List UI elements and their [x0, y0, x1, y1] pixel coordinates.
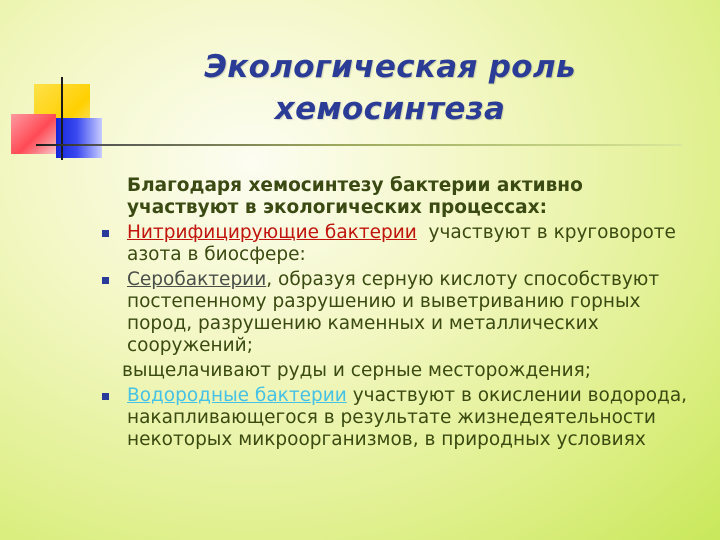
square-bullet-icon — [102, 393, 109, 400]
leaching-line: выщелачивают руды и серные месторождения; — [122, 360, 592, 381]
square-bullet-icon — [102, 277, 109, 284]
nitrifying-bacteria-text: участвуют в круговороте азота в биосфере: — [127, 222, 682, 265]
slide-title-line-1: Экологическая роль — [204, 49, 576, 85]
decorative-vertical-line — [61, 77, 63, 160]
hydrogen-bacteria-term: Водородные бактерии — [127, 385, 347, 406]
title-divider-line — [36, 144, 682, 146]
square-bullet-icon — [102, 230, 109, 237]
bullet-item-nitrifying — [100, 222, 700, 266]
decorative-red-square — [11, 114, 56, 154]
nitrifying-bacteria-term: Нитрифицирующие бактерии — [127, 222, 417, 243]
slide-title — [150, 46, 630, 130]
sulfur-bacteria-term: Серобактерии — [127, 269, 267, 290]
slide-body — [100, 175, 700, 451]
bullet-item-hydrogen — [100, 385, 700, 451]
hydrogen-bacteria-text: участвуют в окислении водорода, накапливающегося в результате жизнедеятельности некоторых микроорганизмов, в природных условиях — [127, 385, 688, 450]
intro-text: Благодаря хемосинтезу бактерии активно участвуют в экологических процессах: — [127, 175, 583, 218]
bullet-item-sulfur — [100, 269, 700, 357]
sulfur-bacteria-text: , образуя серную кислоту способствуют постепенному разрушению и выветриванию горных пород, разрушению каменных и металлических сооружений; — [127, 269, 660, 356]
slide-title-line-2: хемосинтеза — [274, 91, 506, 127]
